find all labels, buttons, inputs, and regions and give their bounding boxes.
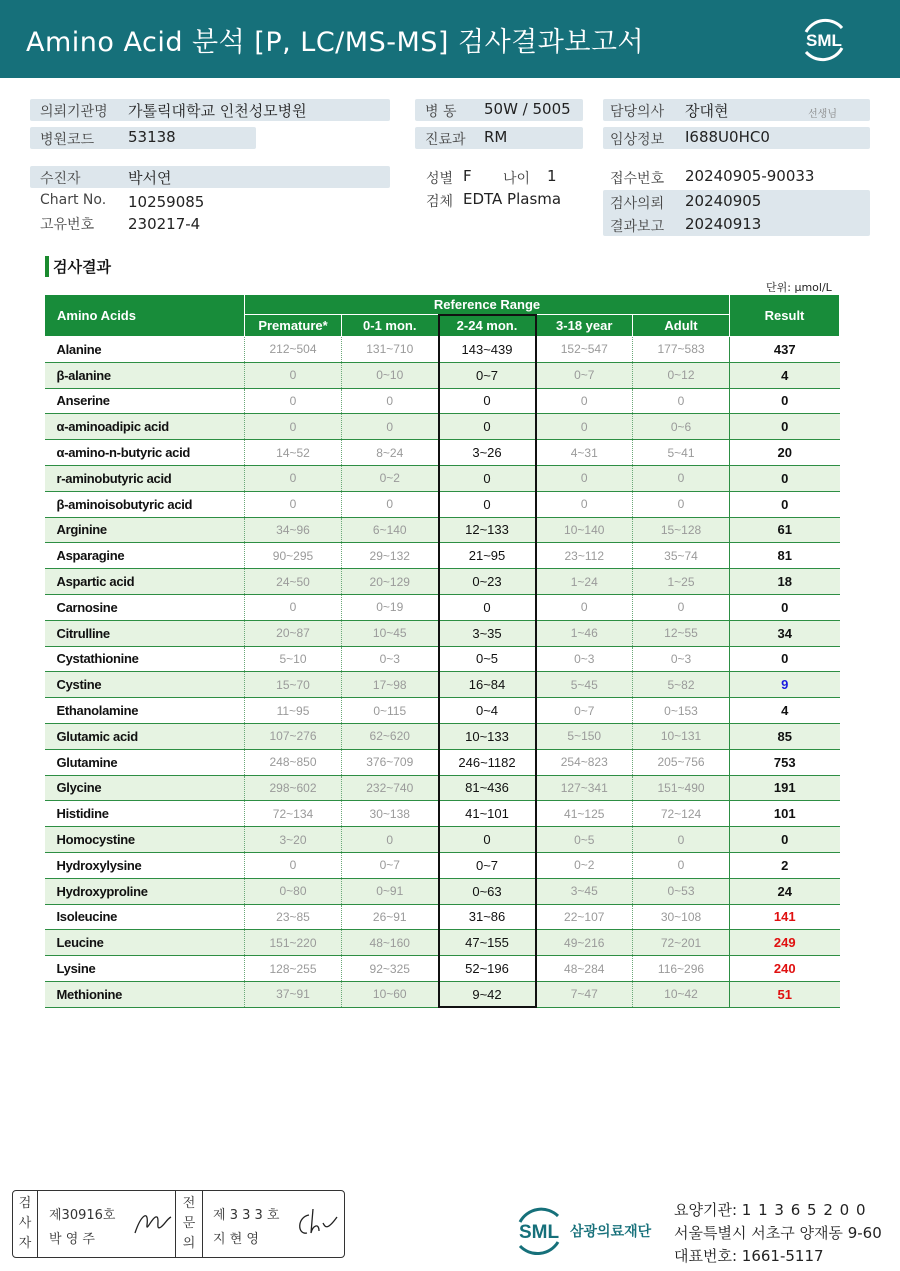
amino-acid-name: α-aminoadipic acid (45, 414, 245, 440)
result-cell: 20 (730, 440, 840, 466)
reference-range-cell: 0 (633, 465, 730, 491)
reference-range-cell: 5~150 (536, 723, 633, 749)
reference-range-cell: 20~87 (245, 620, 342, 646)
reference-range-cell: 92~325 (342, 956, 439, 982)
tester-name: 박 영 주 (49, 1232, 95, 1247)
request-label: 검사의뢰 (610, 196, 665, 212)
table-row (45, 878, 840, 904)
reference-range-cell: 107~276 (245, 723, 342, 749)
reference-range-cell: 177~583 (633, 337, 730, 363)
clinical-label: 임상정보 (610, 132, 665, 148)
reference-range-cell: 0 (245, 465, 342, 491)
reference-range-cell: 11~95 (245, 698, 342, 724)
result-cell: 437 (730, 337, 840, 363)
results-table (44, 294, 840, 1008)
institution-code (674, 1199, 867, 1220)
reference-range-cell: 35~74 (633, 543, 730, 569)
reference-range-cell: 5~41 (633, 440, 730, 466)
phone-label: 대표번호: (674, 1247, 738, 1265)
reference-range-cell: 1~25 (633, 569, 730, 595)
code-value: 1 1 3 6 5 2 0 0 (741, 1201, 867, 1219)
reference-range-cell: 52~196 (439, 956, 536, 982)
reference-range-cell: 23~85 (245, 904, 342, 930)
amino-acid-name: Homocystine (45, 827, 245, 853)
chart-value: 10259085 (128, 193, 205, 211)
reference-range-cell: 0 (245, 388, 342, 414)
specialist-number: 제 3 3 3 호 (213, 1208, 280, 1223)
reference-range-cell: 0 (439, 827, 536, 853)
reference-range-cell: 0~12 (633, 362, 730, 388)
table-row (45, 594, 840, 620)
unique-value: 230217-4 (128, 215, 201, 233)
reference-range-cell: 0 (245, 491, 342, 517)
result-cell: 4 (730, 362, 840, 388)
amino-acid-name: Hydroxylysine (45, 852, 245, 878)
reference-range-cell: 254~823 (536, 749, 633, 775)
result-cell: 81 (730, 543, 840, 569)
reference-range-cell: 6~140 (342, 517, 439, 543)
reference-range-cell: 0 (633, 388, 730, 414)
reference-range-cell: 0~80 (245, 878, 342, 904)
reference-range-cell: 10~131 (633, 723, 730, 749)
reference-range-cell: 0~5 (536, 827, 633, 853)
reference-range-cell: 0~6 (633, 414, 730, 440)
specialist-signature-icon (293, 1205, 339, 1241)
sml-footer-logo-icon (512, 1200, 672, 1260)
table-row (45, 827, 840, 853)
reference-range-cell: 0~115 (342, 698, 439, 724)
reference-range-cell: 0 (633, 491, 730, 517)
result-cell: 0 (730, 491, 840, 517)
reference-range-cell: 0~3 (633, 646, 730, 672)
amino-acid-name: Cystine (45, 672, 245, 698)
reference-range-cell: 151~220 (245, 930, 342, 956)
specimen-label: 검체 (426, 194, 454, 210)
reference-range-cell: 0 (245, 362, 342, 388)
reference-range-cell: 128~255 (245, 956, 342, 982)
reference-range-cell: 30~108 (633, 904, 730, 930)
reference-range-cell: 0~5 (439, 646, 536, 672)
table-row (45, 904, 840, 930)
amino-acid-name: Histidine (45, 801, 245, 827)
reference-range-cell: 0~2 (342, 465, 439, 491)
clinical-value: I688U0HC0 (685, 128, 770, 146)
patient-shade (30, 166, 390, 188)
report-value: 20240913 (685, 215, 762, 233)
table-row (45, 465, 840, 491)
reference-range-cell: 5~82 (633, 672, 730, 698)
reference-range-cell: 0~4 (439, 698, 536, 724)
header-2-24-mon: 2-24 mon. (439, 315, 536, 337)
amino-acid-name: Leucine (45, 930, 245, 956)
footer-address: 서울특별시 서초구 양재동 9-60 (674, 1224, 882, 1242)
amino-acid-name: Asparagine (45, 543, 245, 569)
reference-range-cell: 0~23 (439, 569, 536, 595)
result-cell: 2 (730, 852, 840, 878)
amino-acid-name: Citrulline (45, 620, 245, 646)
patient-value: 박서연 (128, 169, 172, 187)
amino-acid-name: Methionine (45, 981, 245, 1007)
reference-range-cell: 0 (633, 852, 730, 878)
reference-range-cell: 0 (536, 491, 633, 517)
reference-range-cell: 3~45 (536, 878, 633, 904)
age-label: 나이 (503, 171, 531, 187)
header-premature: Premature* (245, 315, 342, 337)
table-row (45, 414, 840, 440)
reference-range-cell: 0 (439, 465, 536, 491)
hospital-code-label: 병원코드 (40, 132, 95, 148)
table-row (45, 337, 840, 363)
reference-range-cell: 127~341 (536, 775, 633, 801)
table-row (45, 569, 840, 595)
institution-label: 의뢰기관명 (40, 104, 108, 120)
reference-range-cell: 0~3 (342, 646, 439, 672)
tester-label: 검사자 (18, 1196, 32, 1251)
reference-range-cell: 26~91 (342, 904, 439, 930)
reference-range-cell: 72~201 (633, 930, 730, 956)
reference-range-cell: 0~19 (342, 594, 439, 620)
result-cell: 0 (730, 827, 840, 853)
result-cell: 240 (730, 956, 840, 982)
dept-value: RM (484, 128, 508, 146)
result-cell: 753 (730, 749, 840, 775)
reference-range-cell: 151~490 (633, 775, 730, 801)
amino-acid-name: Lysine (45, 956, 245, 982)
reference-range-cell: 0 (245, 594, 342, 620)
amino-acid-name: Anserine (45, 388, 245, 414)
amino-acid-name: β-alanine (45, 362, 245, 388)
table-row (45, 956, 840, 982)
reference-range-cell: 9~42 (439, 981, 536, 1007)
table-row (45, 517, 840, 543)
doctor-value: 장대현 (685, 102, 729, 120)
specimen-value: EDTA Plasma (463, 190, 562, 208)
reference-range-cell: 0 (536, 388, 633, 414)
reference-range-cell: 21~95 (439, 543, 536, 569)
table-row (45, 646, 840, 672)
reference-range-cell: 0~53 (633, 878, 730, 904)
reference-range-cell: 10~42 (633, 981, 730, 1007)
doctor-suffix: 선생님 (808, 109, 837, 120)
reference-range-cell: 0~63 (439, 878, 536, 904)
reference-range-cell: 15~128 (633, 517, 730, 543)
reference-range-cell: 17~98 (342, 672, 439, 698)
unit-label: 단위: μmol/L (766, 281, 832, 294)
reference-range-cell: 8~24 (342, 440, 439, 466)
reference-range-cell: 0 (342, 827, 439, 853)
dept-label: 진료과 (425, 132, 466, 148)
amino-acid-name: Ethanolamine (45, 698, 245, 724)
table-row (45, 672, 840, 698)
reference-range-cell: 0~3 (536, 646, 633, 672)
reference-range-cell: 0 (536, 594, 633, 620)
reference-range-cell: 0~7 (439, 362, 536, 388)
institution-value: 가톨릭대학교 인천성모병원 (128, 102, 307, 120)
reference-range-cell: 0 (633, 594, 730, 620)
reference-range-cell: 90~295 (245, 543, 342, 569)
table-row (45, 775, 840, 801)
reference-range-cell: 37~91 (245, 981, 342, 1007)
age-value: 1 (547, 167, 557, 185)
reference-range-cell: 246~1182 (439, 749, 536, 775)
reference-range-cell: 10~60 (342, 981, 439, 1007)
amino-acid-name: Glutamine (45, 749, 245, 775)
phone-value: 1661-5117 (741, 1247, 824, 1265)
footer-phone (674, 1245, 824, 1266)
result-cell: 0 (730, 465, 840, 491)
amino-acid-name: Aspartic acid (45, 569, 245, 595)
reference-range-cell: 0~10 (342, 362, 439, 388)
table-row (45, 852, 840, 878)
sml-logo-text: SML (806, 31, 842, 50)
reference-range-cell: 0~2 (536, 852, 633, 878)
amino-acid-name: Arginine (45, 517, 245, 543)
reference-range-cell: 143~439 (439, 337, 536, 363)
table-row (45, 388, 840, 414)
sex-label: 성별 (426, 171, 454, 187)
reference-range-cell: 0 (342, 414, 439, 440)
result-cell: 0 (730, 646, 840, 672)
table-row (45, 698, 840, 724)
result-cell: 18 (730, 569, 840, 595)
table-row (45, 620, 840, 646)
table-row (45, 362, 840, 388)
patient-label: 수진자 (40, 171, 81, 187)
amino-acid-name: α-amino-n-butyric acid (45, 440, 245, 466)
result-cell: 9 (730, 672, 840, 698)
result-cell: 85 (730, 723, 840, 749)
table-row (45, 749, 840, 775)
signature-box (12, 1190, 345, 1258)
reference-range-cell: 10~133 (439, 723, 536, 749)
header-3-18-year: 3-18 year (536, 315, 633, 337)
reference-range-cell: 7~47 (536, 981, 633, 1007)
result-cell: 141 (730, 904, 840, 930)
table-row (45, 981, 840, 1007)
specialist-label: 전문의 (182, 1196, 196, 1251)
reference-range-cell: 0~153 (633, 698, 730, 724)
doctor-label: 담당의사 (610, 104, 665, 120)
footer-brand (512, 1200, 672, 1264)
reference-range-cell: 5~10 (245, 646, 342, 672)
reference-range-cell: 49~216 (536, 930, 633, 956)
reception-label: 접수번호 (610, 171, 665, 187)
reference-range-cell: 41~125 (536, 801, 633, 827)
reference-range-cell: 22~107 (536, 904, 633, 930)
unique-label: 고유번호 (40, 217, 95, 233)
reference-range-cell: 248~850 (245, 749, 342, 775)
reference-range-cell: 0~91 (342, 878, 439, 904)
sml-logo-icon (798, 14, 850, 66)
reference-range-cell: 0~7 (342, 852, 439, 878)
hospital-code-value: 53138 (128, 128, 176, 146)
chart-label: Chart No. (40, 192, 107, 208)
report-label: 결과보고 (610, 219, 665, 235)
amino-acid-name: β-aminoisobutyric acid (45, 491, 245, 517)
reference-range-cell: 0 (536, 414, 633, 440)
reference-range-cell: 15~70 (245, 672, 342, 698)
amino-acid-name: Cystathionine (45, 646, 245, 672)
reference-range-cell: 0 (439, 414, 536, 440)
reference-range-cell: 0 (633, 827, 730, 853)
reference-range-cell: 10~45 (342, 620, 439, 646)
reference-range-cell: 116~296 (633, 956, 730, 982)
section-marker (45, 256, 49, 277)
table-row (45, 801, 840, 827)
reference-range-cell: 14~52 (245, 440, 342, 466)
amino-acid-name: Glutamic acid (45, 723, 245, 749)
reference-range-cell: 0 (536, 465, 633, 491)
amino-acid-name: Glycine (45, 775, 245, 801)
reference-range-cell: 3~20 (245, 827, 342, 853)
header-0-1-mon: 0-1 mon. (342, 315, 439, 337)
reference-range-cell: 47~155 (439, 930, 536, 956)
reference-range-cell: 41~101 (439, 801, 536, 827)
header-reference-range: Reference Range (245, 295, 730, 315)
reference-range-cell: 376~709 (342, 749, 439, 775)
reference-range-cell: 0 (439, 594, 536, 620)
result-cell: 61 (730, 517, 840, 543)
reference-range-cell: 16~84 (439, 672, 536, 698)
reference-range-cell: 298~602 (245, 775, 342, 801)
result-cell: 0 (730, 388, 840, 414)
result-cell: 0 (730, 594, 840, 620)
ward-label: 병 동 (425, 104, 457, 120)
reference-range-cell: 212~504 (245, 337, 342, 363)
table-row (45, 543, 840, 569)
footer-brand-name: 삼광의료재단 (570, 1224, 652, 1240)
specialist-name: 지 현 영 (213, 1232, 259, 1247)
reference-range-cell: 1~46 (536, 620, 633, 646)
result-cell: 191 (730, 775, 840, 801)
footer-logo-text: SML (518, 1222, 560, 1243)
reference-range-cell: 3~26 (439, 440, 536, 466)
divider (37, 1191, 38, 1257)
reference-range-cell: 0 (245, 414, 342, 440)
reception-value: 20240905-90033 (685, 167, 815, 185)
header-adult: Adult (633, 315, 730, 337)
reference-range-cell: 0~7 (439, 852, 536, 878)
reference-range-cell: 3~35 (439, 620, 536, 646)
reference-range-cell: 131~710 (342, 337, 439, 363)
reference-range-cell: 1~24 (536, 569, 633, 595)
reference-range-cell: 5~45 (536, 672, 633, 698)
header-amino-acids: Amino Acids (45, 295, 245, 337)
reference-range-cell: 205~756 (633, 749, 730, 775)
reference-range-cell: 31~86 (439, 904, 536, 930)
reference-range-cell: 12~133 (439, 517, 536, 543)
divider (175, 1191, 176, 1257)
sex-value: F (463, 167, 472, 185)
reference-range-cell: 30~138 (342, 801, 439, 827)
reference-range-cell: 12~55 (633, 620, 730, 646)
table-row (45, 440, 840, 466)
request-value: 20240905 (685, 192, 762, 210)
tester-signature-icon (131, 1205, 173, 1241)
result-cell: 249 (730, 930, 840, 956)
reference-range-cell: 0 (245, 852, 342, 878)
result-cell: 24 (730, 878, 840, 904)
tester-number: 제30916호 (49, 1208, 116, 1223)
reference-range-cell: 0 (342, 388, 439, 414)
reference-range-cell: 0 (342, 491, 439, 517)
divider (202, 1191, 203, 1257)
reference-range-cell: 0~7 (536, 698, 633, 724)
reference-range-cell: 62~620 (342, 723, 439, 749)
reference-range-cell: 0~7 (536, 362, 633, 388)
reference-range-cell: 0 (439, 491, 536, 517)
amino-acid-name: Isoleucine (45, 904, 245, 930)
result-cell: 51 (730, 981, 840, 1007)
reference-range-cell: 23~112 (536, 543, 633, 569)
report-title: Amino Acid 분석 [P, LC/MS-MS] 검사결과보고서 (26, 27, 645, 58)
result-cell: 0 (730, 414, 840, 440)
result-cell: 34 (730, 620, 840, 646)
result-cell: 101 (730, 801, 840, 827)
reference-range-cell: 81~436 (439, 775, 536, 801)
reference-range-cell: 0 (439, 388, 536, 414)
amino-acid-name: Alanine (45, 337, 245, 363)
reference-range-cell: 4~31 (536, 440, 633, 466)
amino-acid-name: r-aminobutyric acid (45, 465, 245, 491)
reference-range-cell: 232~740 (342, 775, 439, 801)
reference-range-cell: 48~160 (342, 930, 439, 956)
reference-range-cell: 20~129 (342, 569, 439, 595)
reference-range-cell: 72~134 (245, 801, 342, 827)
header-result: Result (730, 295, 840, 337)
section-title: 검사결과 (53, 258, 111, 276)
reference-range-cell: 72~124 (633, 801, 730, 827)
table-row (45, 930, 840, 956)
code-label: 요양기관: (674, 1201, 738, 1219)
amino-acid-name: Carnosine (45, 594, 245, 620)
reference-range-cell: 152~547 (536, 337, 633, 363)
reference-range-cell: 10~140 (536, 517, 633, 543)
table-row (45, 723, 840, 749)
ward-value: 50W / 5005 (484, 100, 571, 118)
amino-acid-name: Hydroxyproline (45, 878, 245, 904)
reference-range-cell: 24~50 (245, 569, 342, 595)
reference-range-cell: 34~96 (245, 517, 342, 543)
result-cell: 4 (730, 698, 840, 724)
reference-range-cell: 48~284 (536, 956, 633, 982)
reference-range-cell: 29~132 (342, 543, 439, 569)
table-row (45, 491, 840, 517)
